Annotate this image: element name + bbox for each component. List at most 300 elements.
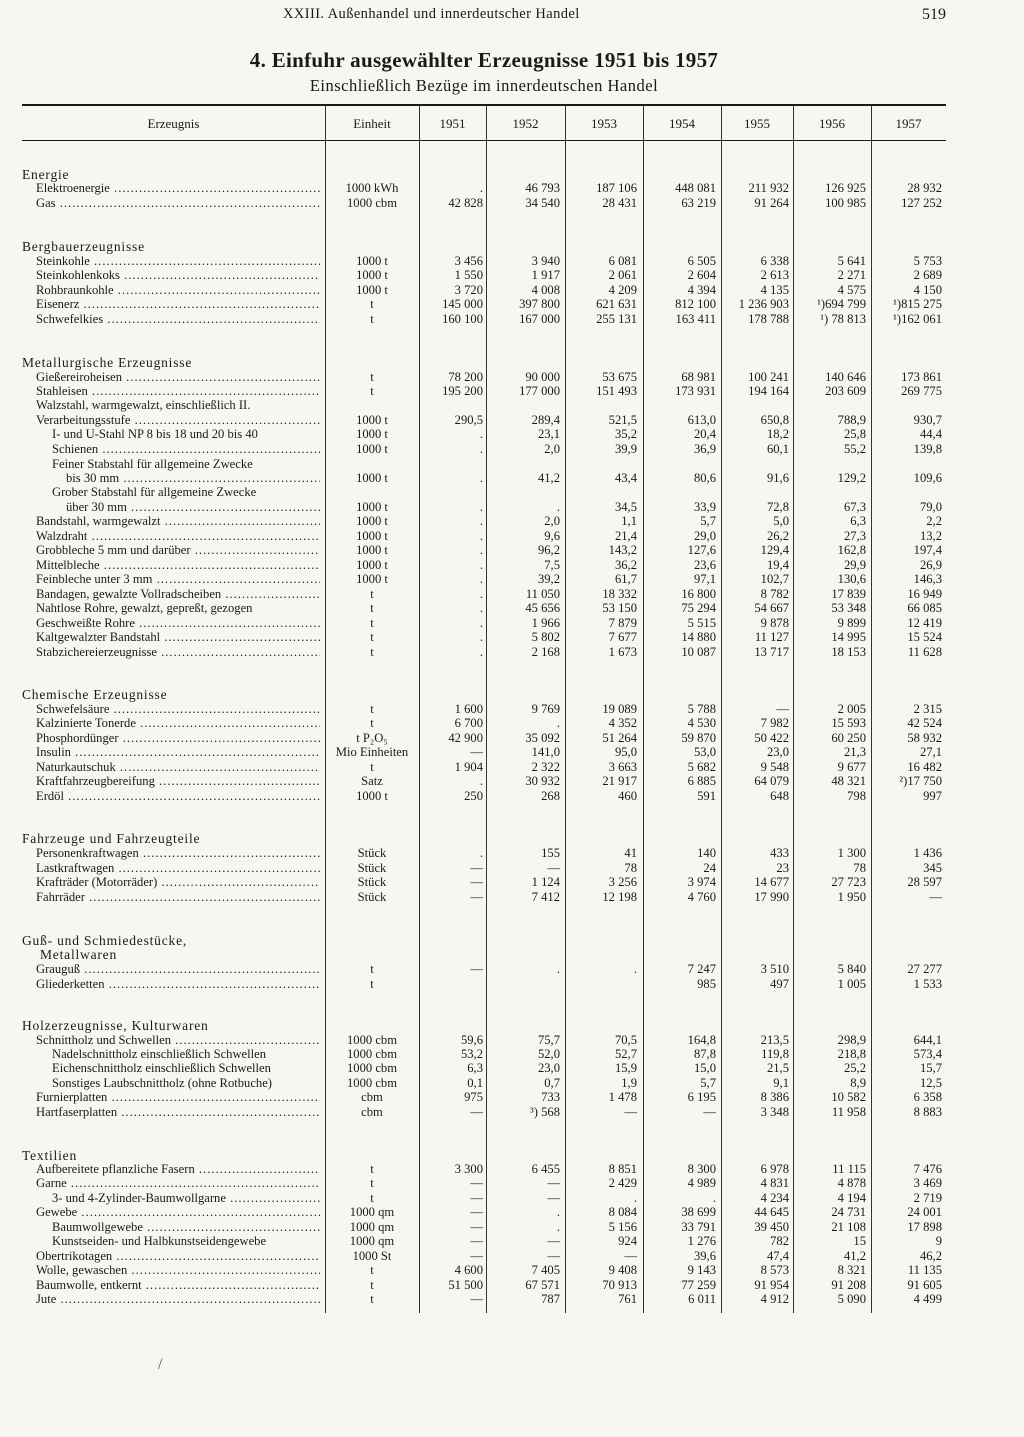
value-cell-1955: 433 (770, 846, 789, 860)
value-cell-1955: 8 782 (760, 587, 789, 601)
value-cell-1952: 4 008 (531, 283, 560, 297)
value-cell-1951: . (479, 630, 483, 644)
value-cell-1957: 12,5 (919, 1076, 942, 1090)
unit-cell: 1000 cbm (346, 1047, 398, 1061)
value-cell-1952: 5 802 (531, 630, 560, 644)
value-cell-1954: 4 394 (687, 283, 716, 297)
value-cell-1951: — (470, 1191, 483, 1205)
table-row (0, 370, 1024, 385)
value-cell-1956: 4 194 (837, 1191, 866, 1205)
value-cell-1951: 290,5 (454, 413, 483, 427)
unit-cell: t (370, 601, 374, 615)
unit-cell: Stück (357, 890, 387, 904)
value-cell-1955: 14 677 (754, 875, 789, 889)
value-cell-1955: 1 236 903 (738, 297, 789, 311)
product-label: Insulin ..... (36, 745, 320, 760)
product-label: Wolle, gewaschen ..... (36, 1263, 320, 1278)
table-row (0, 731, 1024, 746)
table-row (0, 1105, 1024, 1120)
product-label: Baumwolle, entkernt ..... (36, 1278, 320, 1293)
value-cell-1953: 41 (624, 846, 637, 860)
product-label: über 30 mm ..... (66, 500, 320, 515)
value-cell-1951: . (479, 529, 483, 543)
value-cell-1954: 6 011 (688, 1292, 716, 1306)
table-row (0, 1090, 1024, 1105)
value-cell-1957: 5 753 (913, 254, 942, 268)
value-cell-1952: 1 966 (531, 616, 560, 630)
table-row (0, 500, 1024, 515)
value-cell-1954: 164,8 (687, 1033, 716, 1047)
value-cell-1956: 1 950 (837, 890, 866, 904)
value-cell-1957: 139,8 (913, 442, 942, 456)
value-cell-1954: 33,9 (693, 500, 716, 514)
section-label: Energie (22, 168, 70, 182)
unit-cell: t (370, 962, 374, 976)
value-cell-1957: 8 883 (913, 1105, 942, 1119)
product-label: Steinkohlenkoks ..... (36, 268, 320, 283)
value-cell-1952: 52,0 (537, 1047, 560, 1061)
product-label: Sonstiges Laubschnittholz (ohne Rotbuche) (52, 1076, 273, 1090)
value-cell-1955: 13 717 (754, 645, 789, 659)
value-cell-1953: 21,4 (614, 529, 637, 543)
value-cell-1956: 126 925 (825, 181, 866, 195)
value-cell-1956: 6,3 (850, 514, 866, 528)
product-label: Bandstahl, warmgewalzt ..... (36, 514, 320, 529)
value-cell-1952: 6 455 (531, 1162, 560, 1176)
value-cell-1954: 77 259 (681, 1278, 716, 1292)
value-cell-1957: 44,4 (919, 427, 942, 441)
product-label: Phosphordünger ..... (36, 731, 320, 746)
table-row (0, 645, 1024, 660)
value-cell-1954: 15,0 (693, 1061, 716, 1075)
section-label: Chemische Erzeugnisse (22, 688, 168, 702)
value-cell-1952: 1 917 (531, 268, 560, 282)
value-cell-1956: 140 646 (825, 370, 866, 384)
section-label: Metallurgische Erzeugnisse (22, 356, 193, 370)
value-cell-1955: 8 386 (760, 1090, 789, 1104)
value-cell-1955: 17 990 (754, 890, 789, 904)
value-cell-1953: 18 332 (602, 587, 637, 601)
unit-cell: 1000 t (356, 427, 388, 441)
value-cell-1953: 187 106 (596, 181, 637, 195)
page-number: 519 (922, 6, 946, 23)
value-cell-1955: 8 573 (760, 1263, 789, 1277)
value-cell-1956: 27 723 (831, 875, 866, 889)
value-cell-1952: 7 405 (531, 1263, 560, 1277)
value-cell-1957: 66 085 (907, 601, 942, 615)
value-cell-1957: 27,1 (919, 745, 942, 759)
unit-cell: 1000 cbm (346, 1076, 398, 1090)
unit-cell: 1000 qm (349, 1220, 395, 1234)
value-cell-1952: . (556, 500, 560, 514)
table-row (0, 1191, 1024, 1206)
product-label: Stahleisen ..... (36, 384, 320, 399)
table-row (0, 514, 1024, 529)
section-label: Metallwaren (40, 948, 118, 962)
value-cell-1954: 5 788 (687, 702, 716, 716)
value-cell-1951: — (470, 1234, 483, 1248)
value-cell-1954: . (712, 1191, 716, 1205)
value-cell-1955: 2 613 (760, 268, 789, 282)
value-cell-1952: 9 769 (531, 702, 560, 716)
value-cell-1957: 16 949 (907, 587, 942, 601)
section-heading-row (0, 934, 1024, 949)
product-label: Gewebe ..... (36, 1205, 320, 1220)
value-cell-1952: 7,5 (544, 558, 560, 572)
table-row (0, 427, 1024, 442)
value-cell-1957: 26,9 (919, 558, 942, 572)
value-cell-1957: 15 524 (907, 630, 942, 644)
value-cell-1956: 4 878 (837, 1176, 866, 1190)
section-heading-row (0, 356, 1024, 371)
value-cell-1956: 14 995 (831, 630, 866, 644)
value-cell-1951: — (470, 1220, 483, 1234)
value-cell-1955: 129,4 (760, 543, 789, 557)
product-label: Hartfaserplatten ..... (36, 1105, 320, 1120)
section-label: Fahrzeuge und Fahrzeugteile (22, 832, 201, 846)
table-row (0, 572, 1024, 587)
table-row (0, 543, 1024, 558)
product-label: Feinbleche unter 3 mm ..... (36, 572, 320, 587)
value-cell-1955: 47,4 (766, 1249, 789, 1263)
value-cell-1957: 997 (923, 789, 942, 803)
value-cell-1952: 46 793 (525, 181, 560, 195)
value-cell-1955: 3 348 (760, 1105, 789, 1119)
value-cell-1953: 19 089 (602, 702, 637, 716)
unit-cell: Stück (357, 875, 387, 889)
unit-cell: t (370, 1176, 374, 1190)
product-label: Walzdraht ..... (36, 529, 320, 544)
value-cell-1954: 448 081 (675, 181, 716, 195)
column-header-1955: 1955 (744, 116, 770, 131)
table-row (0, 890, 1024, 905)
value-cell-1957: 1 533 (913, 977, 942, 991)
table-row (0, 1162, 1024, 1177)
table-row (0, 760, 1024, 775)
value-cell-1953: 8 851 (608, 1162, 637, 1176)
value-cell-1952: ³) 568 (529, 1105, 560, 1119)
section-heading-row (0, 948, 1024, 963)
column-header-1956: 1956 (819, 116, 845, 131)
value-cell-1957: 930,7 (913, 413, 942, 427)
value-cell-1951: . (479, 514, 483, 528)
section-label: Guß- und Schmiedestücke, (22, 934, 188, 948)
value-cell-1951: . (479, 558, 483, 572)
running-head-title: XXIII. Außenhandel und innerdeutscher Handel (283, 6, 580, 22)
value-cell-1953: 1 478 (608, 1090, 637, 1104)
column-header-1957: 1957 (895, 116, 922, 131)
value-cell-1952: 268 (541, 789, 560, 803)
value-cell-1953: 151 493 (596, 384, 637, 398)
value-cell-1953: 3 663 (608, 760, 637, 774)
value-cell-1955: 4 234 (760, 1191, 789, 1205)
value-cell-1954: 38 699 (681, 1205, 716, 1219)
value-cell-1953: — (624, 1105, 637, 1119)
value-cell-1956: 55,2 (843, 442, 866, 456)
value-cell-1953: 761 (618, 1292, 637, 1306)
value-cell-1952: . (556, 716, 560, 730)
product-label: Naturkautschuk ..... (36, 760, 320, 775)
unit-cell: Stück (357, 861, 387, 875)
value-cell-1957: 4 150 (913, 283, 942, 297)
value-cell-1953: 521,5 (608, 413, 637, 427)
value-cell-1951: — (470, 1292, 483, 1306)
table-row (0, 716, 1024, 731)
table-row (0, 384, 1024, 399)
section-label: Holzerzeugnisse, Kulturwaren (22, 1019, 209, 1033)
table-row (0, 774, 1024, 789)
value-cell-1957: 6 358 (913, 1090, 942, 1104)
table-row (0, 413, 1024, 428)
value-cell-1956: 8,9 (850, 1076, 866, 1090)
value-cell-1954: 87,8 (693, 1047, 716, 1061)
value-cell-1951: 1 550 (454, 268, 483, 282)
value-cell-1956: 2 005 (837, 702, 866, 716)
value-cell-1955: 9 548 (760, 760, 789, 774)
product-label: Steinkohle ..... (36, 254, 320, 269)
value-cell-1952: . (556, 962, 560, 976)
product-label: Kalzinierte Tonerde ..... (36, 716, 320, 731)
value-cell-1954: 80,6 (693, 471, 716, 485)
value-cell-1952: 41,2 (537, 471, 560, 485)
product-label: Gliederketten ..... (36, 977, 320, 992)
product-label: Furnierplatten ..... (36, 1090, 320, 1105)
product-label: Grauguß ..... (36, 962, 320, 977)
unit-cell: 1000 t (356, 471, 388, 485)
value-cell-1955: 4 912 (760, 1292, 789, 1306)
value-cell-1956: 18 153 (831, 645, 866, 659)
value-cell-1956: 100 985 (825, 196, 866, 210)
value-cell-1957: 2 315 (913, 702, 942, 716)
column-header-1953: 1953 (591, 116, 617, 131)
value-cell-1954: 163 411 (675, 312, 716, 326)
product-label: Nadelschnittholz einschließlich Schwellen (52, 1047, 267, 1061)
pencil-mark: / (158, 1356, 163, 1373)
value-cell-1957: 28 597 (907, 875, 942, 889)
value-cell-1953: 4 209 (608, 283, 637, 297)
value-cell-1954: 127,6 (687, 543, 716, 557)
value-cell-1956: 4 575 (837, 283, 866, 297)
value-cell-1956: 41,2 (843, 1249, 866, 1263)
value-cell-1952: 787 (541, 1292, 560, 1306)
value-cell-1956: 11 115 (832, 1162, 866, 1176)
table-row (0, 398, 1024, 413)
product-label: Feiner Stabstahl für allgemeine Zwecke (52, 457, 253, 471)
value-cell-1951: 1 600 (454, 702, 483, 716)
value-cell-1955: 211 932 (748, 181, 789, 195)
value-cell-1952: 141,0 (531, 745, 560, 759)
table-row (0, 181, 1024, 196)
value-cell-1953: 2 429 (608, 1176, 637, 1190)
value-cell-1951: — (470, 1249, 483, 1263)
value-cell-1956: 21 108 (831, 1220, 866, 1234)
unit-cell: t (370, 977, 374, 991)
value-cell-1957: 7 476 (913, 1162, 942, 1176)
value-cell-1954: 4 760 (687, 890, 716, 904)
value-cell-1952: 39,2 (537, 572, 560, 586)
unit-cell: 1000 t (356, 442, 388, 456)
value-cell-1954: 3 974 (687, 875, 716, 889)
product-label: Elektroenergie ..... (36, 181, 320, 196)
value-cell-1954: 6 885 (687, 774, 716, 788)
unit-cell: t (370, 630, 374, 644)
value-cell-1956: 2 271 (837, 268, 866, 282)
value-cell-1956: 67,3 (843, 500, 866, 514)
value-cell-1953: 43,4 (614, 471, 637, 485)
value-cell-1953: 39,9 (614, 442, 637, 456)
value-cell-1957: 13,2 (919, 529, 942, 543)
value-cell-1954: 1 276 (687, 1234, 716, 1248)
unit-cell: Mio Einheiten (335, 745, 409, 759)
value-cell-1951: 6,3 (467, 1061, 483, 1075)
value-cell-1955: 648 (770, 789, 789, 803)
value-cell-1953: 1,9 (621, 1076, 637, 1090)
value-cell-1952: — (547, 1191, 560, 1205)
value-cell-1953: 7 879 (608, 616, 637, 630)
unit-cell: t (370, 645, 374, 659)
value-cell-1952: 23,1 (537, 427, 560, 441)
value-cell-1953: 61,7 (614, 572, 637, 586)
value-cell-1952: 397 800 (519, 297, 560, 311)
product-label: Grobbleche 5 mm und darüber ..... (36, 543, 320, 558)
value-cell-1951: 42 828 (448, 196, 483, 210)
value-cell-1952: 75,7 (537, 1033, 560, 1047)
value-cell-1956: 129,2 (837, 471, 866, 485)
value-cell-1952: 2 168 (531, 645, 560, 659)
value-cell-1957: 12 419 (907, 616, 942, 630)
section-heading-row (0, 240, 1024, 255)
product-label: Krafträder (Motorräder) ..... (36, 875, 320, 890)
value-cell-1953: 70 913 (602, 1278, 637, 1292)
value-cell-1957: 345 (923, 861, 942, 875)
value-cell-1953: 255 131 (596, 312, 637, 326)
value-cell-1951: — (470, 890, 483, 904)
value-cell-1956: 788,9 (837, 413, 866, 427)
unit-cell: cbm (361, 1090, 383, 1104)
value-cell-1951: . (479, 572, 483, 586)
value-cell-1956: 48 321 (831, 774, 866, 788)
value-cell-1956: 8 321 (837, 1263, 866, 1277)
table-row (0, 312, 1024, 327)
value-cell-1953: 9 408 (608, 1263, 637, 1277)
product-label: Obertrikotagen ..... (36, 1249, 320, 1264)
value-cell-1955: 4 831 (760, 1176, 789, 1190)
value-cell-1957: 2 719 (913, 1191, 942, 1205)
value-cell-1956: 25,2 (843, 1061, 866, 1075)
value-cell-1953: 7 677 (608, 630, 637, 644)
value-cell-1951: 975 (464, 1090, 483, 1104)
value-cell-1955: 91,6 (766, 471, 789, 485)
value-cell-1952: 9,6 (544, 529, 560, 543)
value-cell-1954: 173 931 (675, 384, 716, 398)
value-cell-1953: — (624, 1249, 637, 1263)
value-cell-1956: 27,3 (843, 529, 866, 543)
value-cell-1954: 20,4 (693, 427, 716, 441)
value-cell-1954: 4 530 (687, 716, 716, 730)
section-heading-row (0, 832, 1024, 847)
table-row (0, 789, 1024, 804)
unit-cell: 1000 t (356, 254, 388, 268)
value-cell-1953: 460 (618, 789, 637, 803)
column-header-1954: 1954 (669, 116, 695, 131)
product-label: Jute ..... (36, 1292, 320, 1307)
unit-cell: 1000 t (356, 543, 388, 557)
unit-cell: 1000 t (356, 572, 388, 586)
value-cell-1951: 3 300 (454, 1162, 483, 1176)
value-cell-1953: 28 431 (602, 196, 637, 210)
value-cell-1953: 1,1 (621, 514, 637, 528)
value-cell-1953: . (633, 962, 637, 976)
value-cell-1956: 162,8 (837, 543, 866, 557)
value-cell-1951: — (470, 875, 483, 889)
value-cell-1951: . (479, 601, 483, 615)
unit-cell: 1000 cbm (346, 1033, 398, 1047)
value-cell-1954: 97,1 (693, 572, 716, 586)
unit-cell: t (370, 587, 374, 601)
unit-cell: 1000 t (356, 500, 388, 514)
value-cell-1955: 3 510 (760, 962, 789, 976)
table-row (0, 1263, 1024, 1278)
value-cell-1955: 5,0 (773, 514, 789, 528)
value-cell-1955: 19,4 (766, 558, 789, 572)
value-cell-1952: 177 000 (519, 384, 560, 398)
value-cell-1957: — (929, 890, 942, 904)
value-cell-1955: 23 (776, 861, 789, 875)
product-label: Stabzichereierzeugnisse ..... (36, 645, 320, 660)
value-cell-1955: 50 422 (754, 731, 789, 745)
value-cell-1951: . (479, 471, 483, 485)
table-row (0, 457, 1024, 472)
value-cell-1954: 39,6 (693, 1249, 716, 1263)
value-cell-1952: 3 940 (531, 254, 560, 268)
value-cell-1954: 23,6 (693, 558, 716, 572)
value-cell-1955: 91 954 (754, 1278, 789, 1292)
value-cell-1954: 14 880 (681, 630, 716, 644)
table-row (0, 630, 1024, 645)
product-label: Schwefelsäure ..... (36, 702, 320, 717)
unit-cell: t (370, 370, 374, 384)
table-row (0, 702, 1024, 717)
product-label: I- und U-Stahl NP 8 bis 18 und 20 bis 40 (52, 427, 258, 441)
value-cell-1952: 2,0 (544, 514, 560, 528)
value-cell-1951: 42 900 (448, 731, 483, 745)
value-cell-1954: — (703, 1105, 716, 1119)
running-head (22, 6, 946, 28)
value-cell-1951: — (470, 1176, 483, 1190)
value-cell-1952: 733 (541, 1090, 560, 1104)
value-cell-1955: 782 (770, 1234, 789, 1248)
value-cell-1956: 5 840 (837, 962, 866, 976)
value-cell-1951: . (479, 181, 483, 195)
product-label: Lastkraftwagen ..... (36, 861, 320, 876)
unit-cell: 1000 qm (349, 1205, 395, 1219)
table-row (0, 485, 1024, 500)
value-cell-1956: 5 090 (837, 1292, 866, 1306)
unit-cell: t (370, 1162, 374, 1176)
value-cell-1954: 591 (697, 789, 716, 803)
value-cell-1957: 91 605 (907, 1278, 942, 1292)
value-cell-1957: 173 861 (901, 370, 942, 384)
value-cell-1951: — (470, 962, 483, 976)
product-label: Gas ..... (36, 196, 320, 211)
value-cell-1955: 11 127 (754, 630, 789, 644)
value-cell-1952: . (556, 1205, 560, 1219)
table-row (0, 977, 1024, 992)
value-cell-1956: 17 839 (831, 587, 866, 601)
value-cell-1954: 63 219 (681, 196, 716, 210)
value-cell-1951: 59,6 (460, 1033, 483, 1047)
product-label: Kraftfahrzeugbereifung ..... (36, 774, 320, 789)
